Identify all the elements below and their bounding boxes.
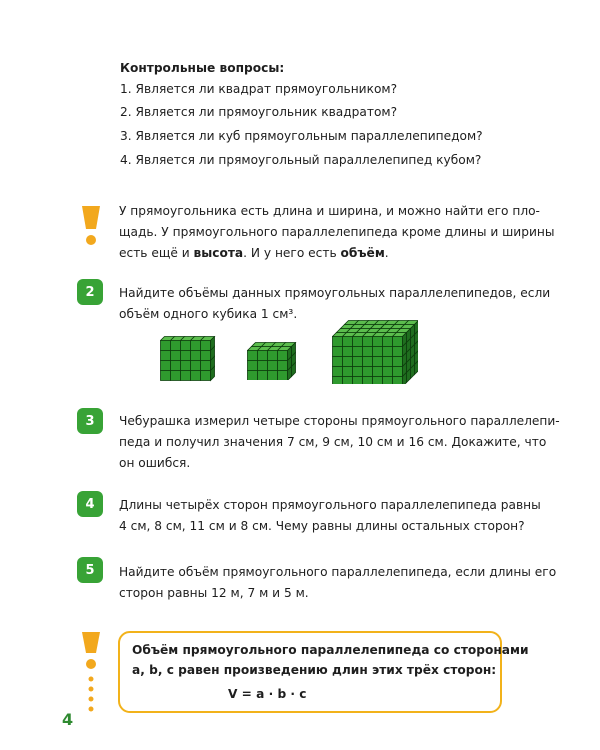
volume-rule-box: [118, 631, 529, 713]
cube-front-cell: [268, 371, 278, 381]
note-text-b: . И у него есть: [243, 246, 341, 260]
task-2-text: [119, 283, 549, 325]
cube-front-cell: [181, 371, 191, 381]
page-number: 4: [62, 710, 74, 729]
cube-front-cell: [191, 361, 201, 371]
note-text-a: есть ещё и: [119, 246, 194, 260]
cube-front-cell: [363, 337, 373, 347]
cube-front-cell: [161, 351, 171, 361]
cube-front-cell: [393, 357, 403, 367]
exclamation-dots-icon: [80, 631, 102, 715]
note-paragraph: [119, 201, 555, 264]
cube-front-cell: [201, 351, 211, 361]
task-2-line-1: Найдите объёмы данных прямоугольных параллелепипедов, если: [119, 286, 551, 300]
cube-front-cell: [373, 357, 383, 367]
exclamation-dot: [86, 659, 96, 669]
cube-front-cell: [373, 337, 383, 347]
rule-line-2: a, b, c равен произведению длин этих трёх сторон:: [132, 663, 497, 677]
exclamation-bar: [82, 206, 100, 229]
task-3-line-3: он ошибся.: [119, 456, 191, 470]
task-3-line-2: педа и получил значения 7 см, 9 см, 10 см и 16 см. Докажите, что: [119, 435, 547, 449]
task-badge-2: 2: [77, 279, 103, 305]
cube-front-cell: [201, 341, 211, 351]
cube-front-cell: [383, 377, 393, 385]
cube-front-cell: [171, 371, 181, 381]
cube-front-cell: [278, 351, 288, 361]
cube-front-cell: [363, 357, 373, 367]
cube-front-cell: [201, 371, 211, 381]
cube-front-cell: [181, 361, 191, 371]
question-3: 3. Является ли куб прямоугольным параллелепипедом?: [120, 129, 483, 143]
cube-front-cell: [353, 337, 363, 347]
exclamation-bar: [82, 632, 100, 653]
task-badge-4: 4: [77, 491, 103, 517]
cube-front-cell: [191, 351, 201, 361]
cube-front-cell: [353, 377, 363, 385]
cube-front-cell: [161, 341, 171, 351]
cube-front-cell: [268, 361, 278, 371]
cube-front-cell: [278, 371, 288, 381]
question-2: 2. Является ли прямоугольник квадратом?: [120, 105, 398, 119]
task-2-line-2: объём одного кубика 1 см³.: [119, 307, 298, 321]
cube-front-cell: [363, 347, 373, 357]
task-3-line-1: Чебурашка измерил четыре стороны прямоугольного параллелепи-: [119, 414, 560, 428]
cube-front-cell: [343, 347, 353, 357]
cube-front-cell: [258, 371, 268, 381]
note-text-c: .: [384, 246, 389, 260]
cube-front-cell: [248, 371, 258, 381]
control-questions-title: Контрольные вопросы:: [120, 61, 285, 75]
trail-dot: [89, 707, 94, 712]
task-badge-5: 5: [77, 557, 103, 583]
cube-front-cell: [191, 341, 201, 351]
cube-front-cell: [201, 361, 211, 371]
cube-front-cell: [258, 361, 268, 371]
cube-front-cell: [171, 351, 181, 361]
cube-front-cell: [363, 377, 373, 385]
cube-front-cell: [353, 357, 363, 367]
cube-front-cell: [191, 371, 201, 381]
cube-front-cell: [248, 351, 258, 361]
cube-front-cell: [373, 347, 383, 357]
trail-dot: [89, 687, 94, 692]
task-4-line-2: 4 см, 8 см, 11 см и 8 см. Чему равны длины остальных сторон?: [119, 519, 525, 533]
task-5-line-1: Найдите объём прямоугольного параллелепипеда, если длины его: [119, 565, 557, 579]
cube-front-cell: [373, 367, 383, 377]
cube-front-cell: [383, 367, 393, 377]
cube-front-cell: [161, 361, 171, 371]
cube-front-cell: [383, 337, 393, 347]
question-4: 4. Является ли прямоугольный параллелепипед кубом?: [120, 153, 482, 167]
cube-front-cell: [393, 367, 403, 377]
cube-front-cell: [248, 361, 258, 371]
cube-front-cell: [258, 351, 268, 361]
cube-front-cell: [333, 337, 343, 347]
volume-formula: V = a · b · c: [228, 687, 307, 701]
cube-front-cell: [343, 337, 353, 347]
cube-front-cell: [373, 377, 383, 385]
task-4-line-1: Длины четырёх сторон прямоугольного параллелепипеда равны: [119, 498, 541, 512]
task-5-text: [119, 562, 557, 604]
note-line-2: щадь. У прямоугольного параллелепипеда кроме длины и ширины: [119, 225, 555, 239]
cube-front-cell: [383, 357, 393, 367]
cube-front-cell: [343, 377, 353, 385]
box-figure-c: [332, 320, 418, 384]
box-figure-b: [247, 342, 299, 380]
exclamation-dot: [86, 235, 96, 245]
cube-front-cell: [333, 377, 343, 385]
cube-front-cell: [353, 367, 363, 377]
note-bold-volume: объём: [340, 246, 385, 260]
cube-front-cell: [383, 347, 393, 357]
cube-front-cell: [343, 357, 353, 367]
task-badge-3: 3: [77, 408, 103, 434]
cube-front-cell: [363, 367, 373, 377]
cube-front-cell: [393, 347, 403, 357]
cube-front-cell: [333, 347, 343, 357]
cube-front-cell: [181, 351, 191, 361]
cube-front-cell: [171, 361, 181, 371]
note-bold-height: высота: [193, 246, 244, 260]
trail-dot: [89, 677, 94, 682]
question-1: 1. Является ли квадрат прямоугольником?: [120, 82, 398, 96]
cube-front-cell: [333, 357, 343, 367]
note-line-3: [119, 243, 549, 264]
cube-front-cell: [343, 367, 353, 377]
rule-line-1: Объём прямоугольного параллелепипеда со сторонами: [132, 643, 529, 657]
cube-front-cell: [268, 351, 278, 361]
note-line-1: У прямоугольника есть длина и ширина, и можно найти его пло-: [119, 204, 540, 218]
task-4-text: [119, 495, 549, 537]
cube-front-cell: [171, 341, 181, 351]
exclamation-icon: [80, 205, 102, 247]
cube-front-cell: [278, 361, 288, 371]
cube-front-cell: [161, 371, 171, 381]
cube-front-cell: [393, 377, 403, 385]
trail-dot: [89, 697, 94, 702]
cube-front-cell: [333, 367, 343, 377]
cube-front-cell: [181, 341, 191, 351]
task-5-line-2: сторон равны 12 м, 7 м и 5 м.: [119, 586, 309, 600]
box-figure-a: [160, 336, 220, 384]
task-3-text: [119, 411, 560, 474]
cube-front-cell: [393, 337, 403, 347]
cube-front-cell: [353, 347, 363, 357]
